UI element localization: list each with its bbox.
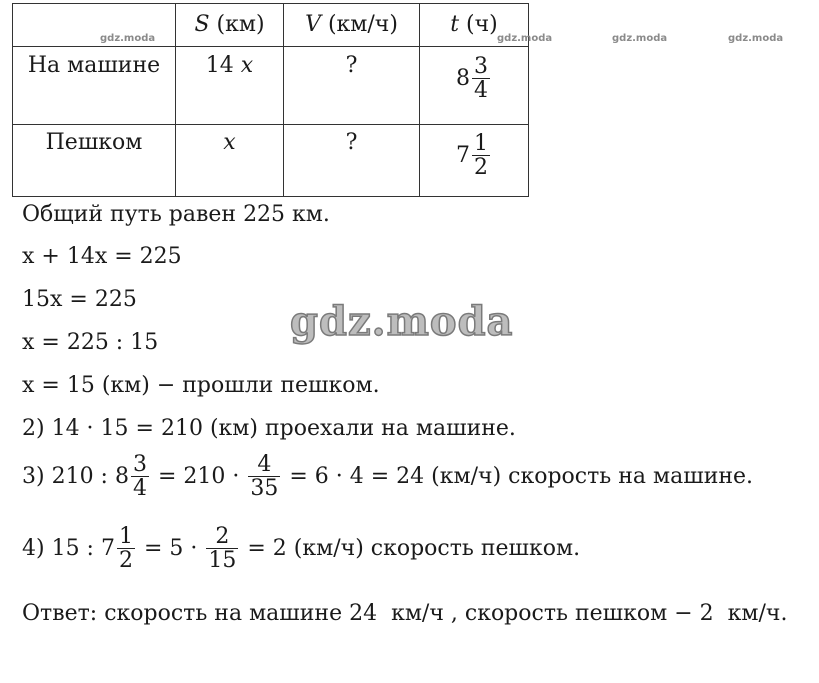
watermark-small: gdz.moda (728, 33, 784, 44)
mixed-number: 7 $\frac{1}{2}$ (456, 131, 488, 181)
header-cell-distance: S (км) (176, 4, 284, 47)
row-label: На машине (13, 47, 176, 125)
step-4-prefix: 4) 15 : 7 (22, 536, 115, 562)
time-cell (420, 47, 529, 125)
watermark-small: gdz.moda (612, 33, 668, 44)
step-2: 2) 14 · 15 = 210 (км) проехали на машине. (22, 416, 516, 441)
step-4-suffix: = 2 (км/ч) скорость пешком. (240, 536, 581, 562)
step-3-suffix: = 6 · 4 = 24 (км/ч) скорость на машине. (282, 464, 754, 490)
table-row (13, 125, 529, 197)
equation-1: x + 14x = 225 (22, 244, 182, 269)
step-4 (22, 525, 580, 572)
speed-cell: ? (284, 47, 420, 125)
step-3 (22, 453, 753, 500)
fraction: $\frac{3}{4}$ (474, 54, 488, 104)
answer: Ответ: скорость на машине 24 км/ч , скорость пешком − 2 км/ч. (22, 601, 788, 626)
watermark-small: gdz.moda (497, 33, 553, 44)
fraction: $\frac{1}{2}$ (118, 524, 133, 574)
distance-cell: 14 x (176, 47, 284, 125)
solution-intro: Общий путь равен 225 км. (22, 202, 330, 227)
mixed-number: 8 $\frac{3}{4}$ (456, 54, 488, 104)
step-4-mid: = 5 · (136, 536, 205, 562)
data-table (12, 3, 529, 197)
equation-2: 15x = 225 (22, 287, 137, 312)
distance-cell: x (176, 125, 284, 197)
time-cell (420, 125, 529, 197)
fraction: $\frac{2}{15}$ (208, 524, 237, 574)
row-label: Пешком (13, 125, 176, 197)
equation-4: x = 15 (км) − прошли пешком. (22, 373, 380, 398)
step-3-prefix: 3) 210 : 8 (22, 464, 129, 490)
table-row (13, 47, 529, 125)
fraction: $\frac{3}{4}$ (132, 452, 147, 502)
header-cell-time: t (ч) (420, 4, 529, 47)
table-header-row (13, 4, 529, 47)
speed-cell: ? (284, 125, 420, 197)
watermark-logo: gdz.moda (290, 298, 514, 345)
step-3-mid: = 210 · (150, 464, 247, 490)
equation-3: x = 225 : 15 (22, 330, 159, 355)
fraction: $\frac{1}{2}$ (474, 131, 488, 181)
watermark-small: gdz.moda (100, 33, 156, 44)
header-cell-speed: V (км/ч) (284, 4, 420, 47)
fraction: $\frac{4}{35}$ (250, 452, 279, 502)
